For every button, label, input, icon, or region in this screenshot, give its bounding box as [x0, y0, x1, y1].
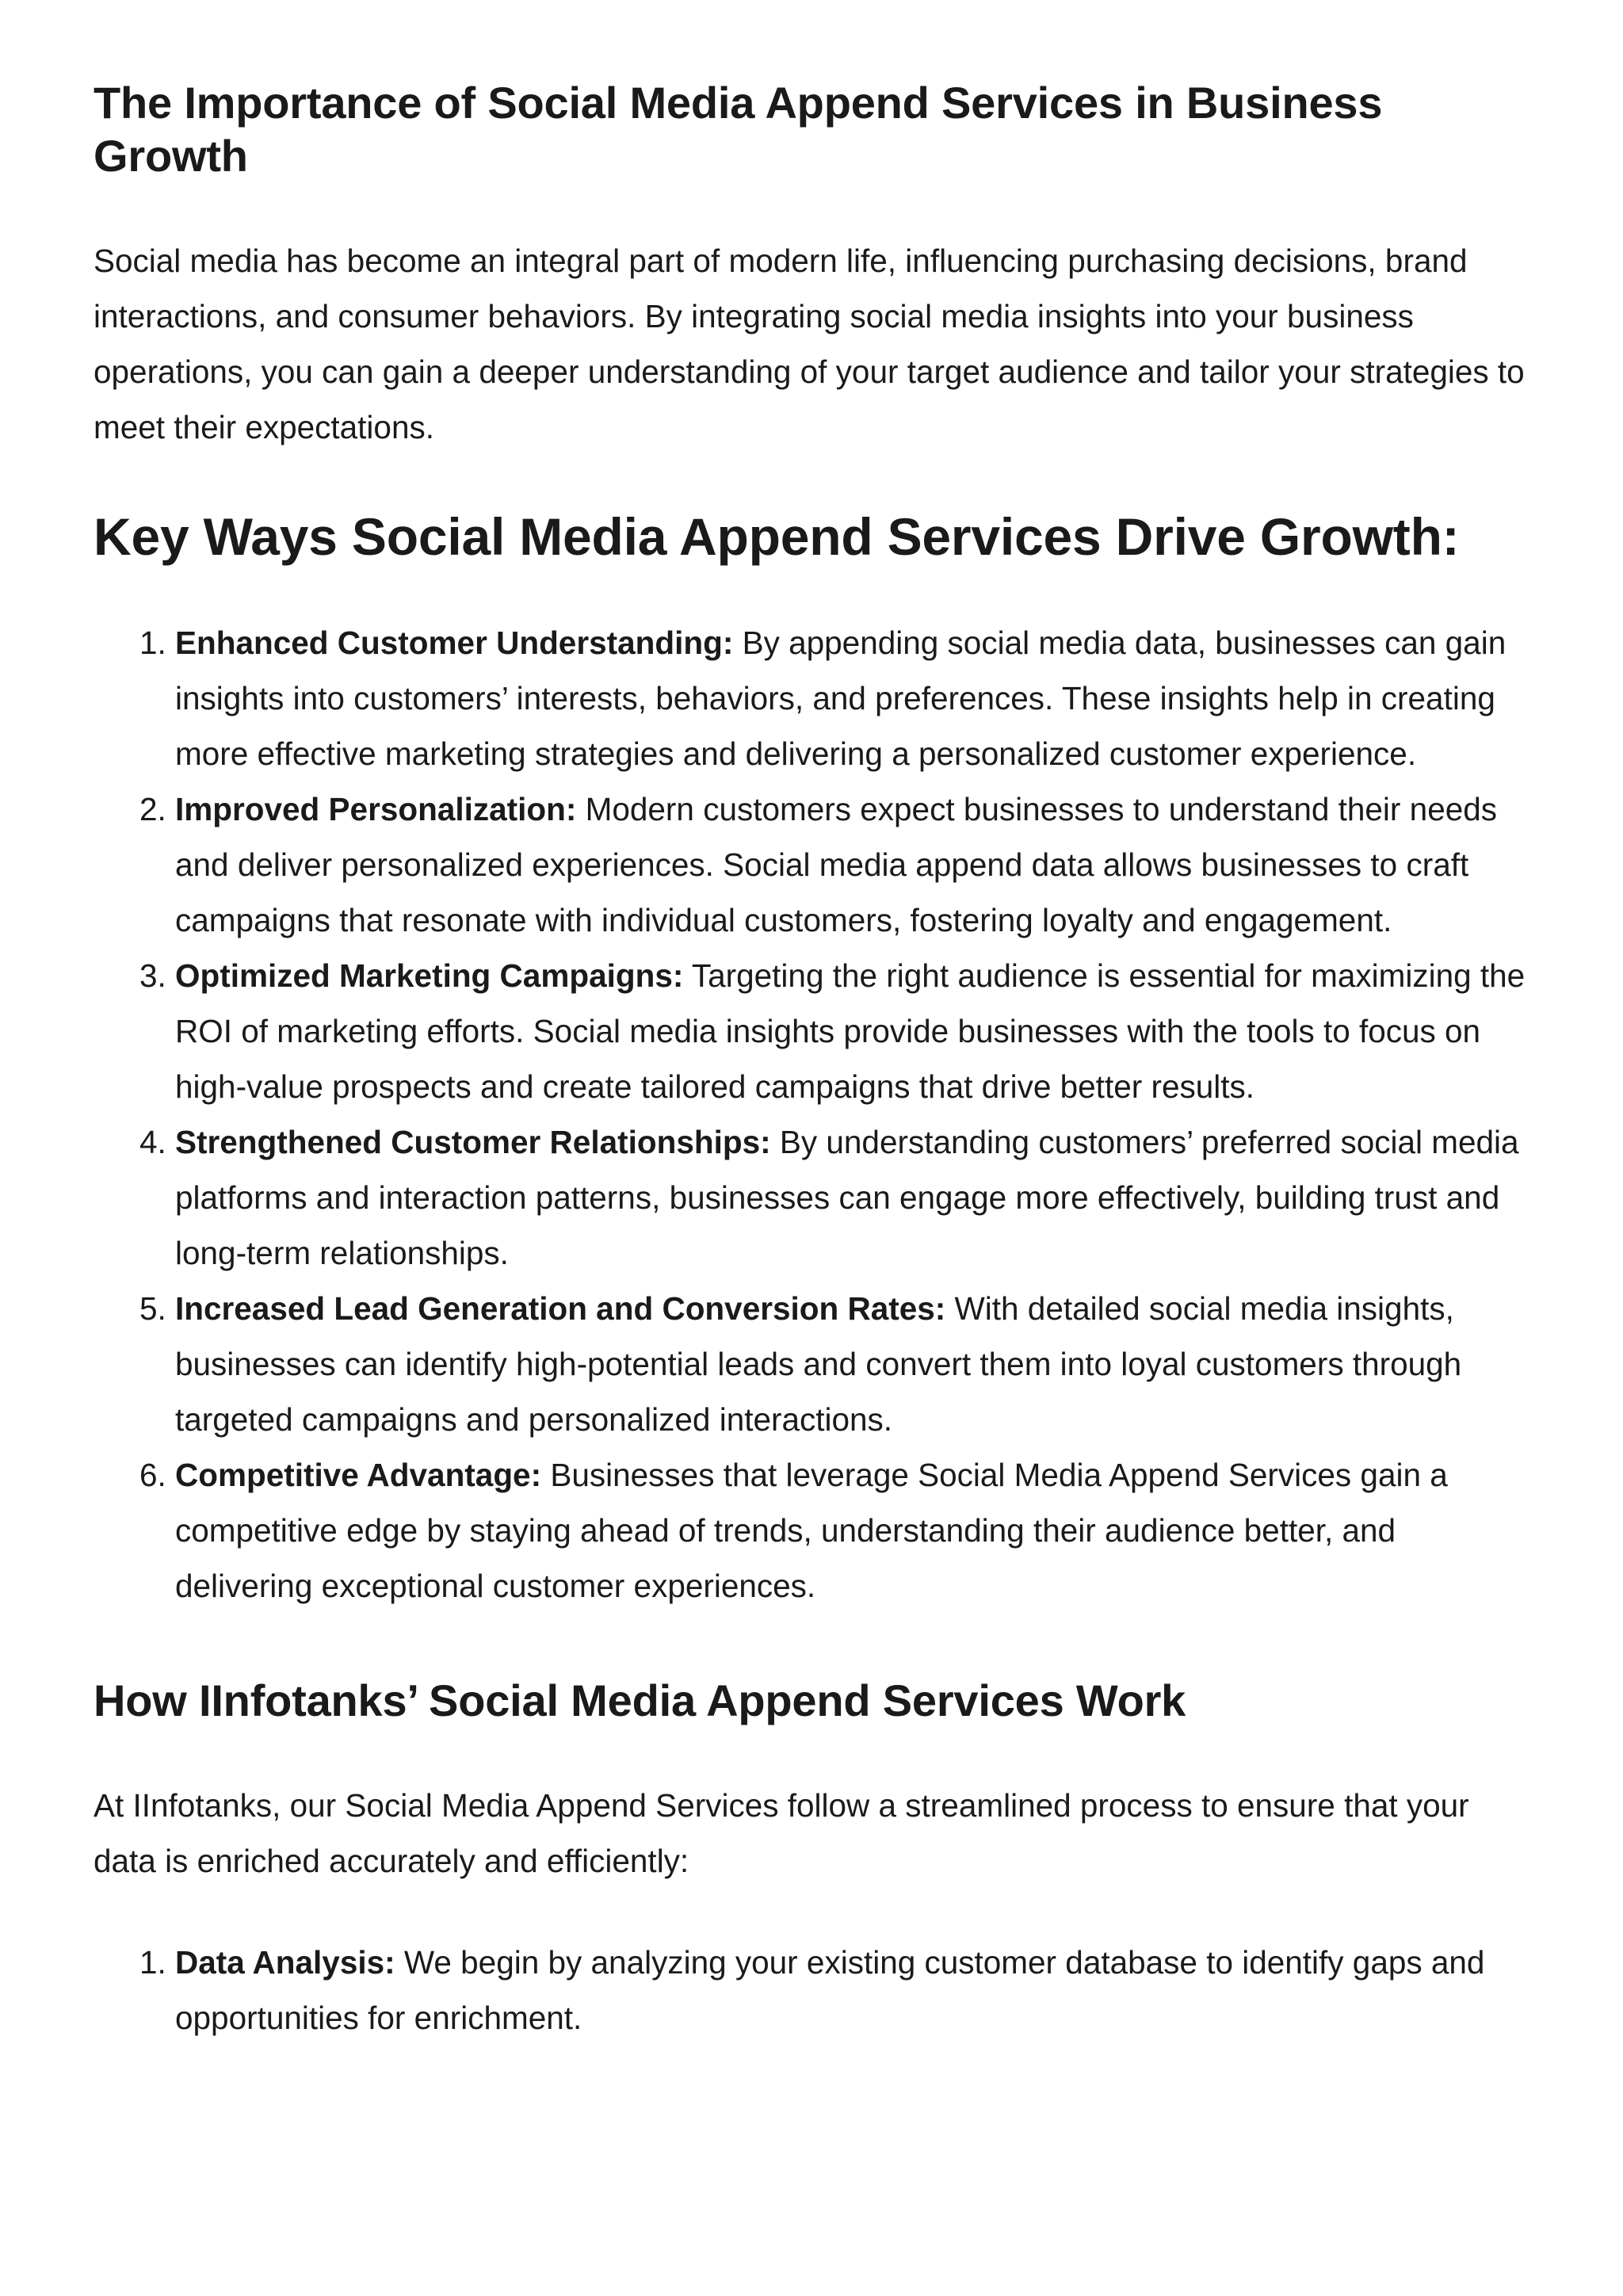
- list-item-text: With detailed social media insights, businesses can identify high-potential leads and convert them into loyal customers through targeted campaigns and personalized interactions.: [175, 1289, 1462, 1438]
- list-item-text: Businesses that leverage Social Media Append Services gain a competitive edge by staying ahead of trends, understanding their audience better, and delivering exceptional customer experiences.: [175, 1456, 1448, 1604]
- list-item-text: By appending social media data, businesses can gain insights into customers’ interests, behaviors, and preferences. These insights help in creating more effective marketing strategies and delivering a personalized customer experience.: [175, 624, 1507, 772]
- intro-paragraph: Social media has become an integral part of modern life, influencing purchasing decisions, brand interactions, and consumer behaviors. By integrating social media insights into your business operations, you can gain a deeper understanding of your target audience and tailor your strategies to meet their expectations.: [94, 243, 1525, 446]
- list-item-label: Improved Personalization:: [175, 790, 577, 827]
- list-item: [175, 615, 1529, 781]
- list-item-label: Enhanced Customer Understanding:: [175, 624, 734, 661]
- list-item-text: By understanding customers’ preferred social media platforms and interaction patterns, businesses can engage more effectively, building trust and long-term relationships.: [175, 1123, 1519, 1271]
- list-item: [175, 781, 1529, 948]
- list-item: [175, 1114, 1529, 1281]
- list-item-label: Strengthened Customer Relationships:: [175, 1123, 771, 1160]
- list-item-text: Targeting the right audience is essential for maximizing the ROI of marketing efforts. Social media insights provide businesses with the tools to focus on high-value prospects and create tailored campaigns that drive better results.: [175, 957, 1526, 1105]
- process-steps-list: [94, 1935, 1529, 2046]
- growth-ways-list: [94, 615, 1529, 1614]
- list-item: [175, 1447, 1529, 1614]
- list-item: [175, 948, 1529, 1114]
- list-item-label: Optimized Marketing Campaigns:: [175, 957, 684, 994]
- list-item-label: Competitive Advantage:: [175, 1456, 542, 1493]
- list-item-text: Modern customers expect businesses to understand their needs and deliver personalized experiences. Social media append data allows businesses to craft campaigns that resonate with individual customers, fostering loyalty and engagement.: [175, 790, 1498, 938]
- section-heading-how-it-works: How IInfotanks’ Social Media Append Services Work: [94, 1675, 1186, 1725]
- list-item-label: Data Analysis:: [175, 1943, 395, 1981]
- process-paragraph: At IInfotanks, our Social Media Append Services follow a streamlined process to ensure that your data is enriched accurately and efficiently:: [94, 1786, 1469, 1879]
- section-heading-key-ways: Key Ways Social Media Append Services Drive Growth:: [94, 507, 1460, 567]
- list-item: [175, 1935, 1529, 2046]
- list-item-text: We begin by analyzing your existing customer database to identify gaps and opportunities for enrichment.: [175, 1943, 1485, 2036]
- list-item: [175, 1281, 1529, 1447]
- section-heading-importance: The Importance of Social Media Append Services in Business Growth: [94, 78, 1383, 181]
- list-item-label: Increased Lead Generation and Conversion Rates:: [175, 1289, 946, 1327]
